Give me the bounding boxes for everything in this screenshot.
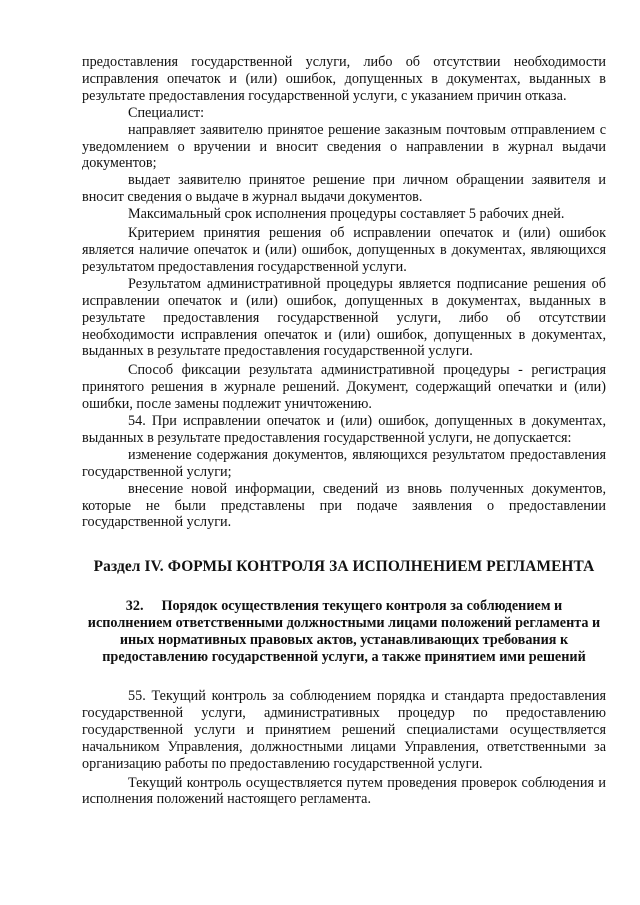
paragraph-continuation: предоставления государственной услуги, либо об отсутствии необходимости исправления опечаток и (или) ошибок, допущенных в документах, выданных в результате предоставления государственной услуги, с указанием причин отказа.: [82, 54, 606, 104]
section-heading: Раздел IV. ФОРМЫ КОНТРОЛЯ ЗА ИСПОЛНЕНИЕМ РЕГЛАМЕНТА: [93, 558, 595, 576]
paragraph-decision-criterion: Критерием принятия решения об исправлении опечаток и (или) ошибок является наличие опечаток и (или) ошибок, допущенных в документах, являющихся результатом предоставления государственной услуги.: [82, 225, 606, 275]
paragraph-procedure-result: Результатом административной процедуры является подписание решения об исправлении опечаток и (или) ошибок, допущенных в документах, выданных в результате предоставления государственной услуги, либо об отсутствии необходимости исправления опечаток и (или) ошибок, допущенных в документах, выданных в результате предоставления государственной услуги.: [82, 275, 606, 360]
paragraph-max-term: Максимальный срок исполнения процедуры составляет 5 рабочих дней.: [128, 206, 565, 223]
paragraph-item-54: 54. При исправлении опечаток и (или) ошибок, допущенных в документах, выданных в результате предоставления государственной услуги, не допускается:: [82, 413, 606, 446]
subsection-title: Порядок осуществления текущего контроля за соблюдением и исполнением ответственными должностными лицами положений регламента и иных нормативных правовых актов, устанавливающих требования к предоставлению государственной услуги, а также принятием ими решений: [87, 598, 601, 666]
paragraph-content-change: изменение содержания документов, являющихся результатом предоставления государственной услуги;: [82, 446, 606, 480]
paragraph-issue-in-person: выдает заявителю принятое решение при личном обращении заявителя и вносит сведения о выдаче в журнал выдачи документов.: [82, 172, 606, 206]
subsection-number: 32.: [125, 598, 144, 615]
paragraph-current-control: Текущий контроль осуществляется путем проведения проверок соблюдения и исполнения положений настоящего регламента.: [82, 774, 606, 808]
paragraph-new-information: внесение новой информации, сведений из вновь полученных документов, которые не были представлены при подаче заявления о предоставлении государственной услуги.: [82, 480, 606, 531]
subsection-heading: [82, 598, 606, 666]
paragraph-specialist-label: Специалист:: [128, 104, 205, 121]
paragraph-fixation-method: Способ фиксации результата административной процедуры - регистрация принятого решения в журнале решений. Документ, содержащий опечатки и (или) ошибки, после замены подлежит уничтожению.: [82, 362, 606, 413]
paragraph-send-by-mail: направляет заявителю принятое решение заказным почтовым отправлением с уведомлением о вручении и вносит сведения о направлении в журнал выдачи документов;: [82, 121, 606, 172]
paragraph-item-55: 55. Текущий контроль за соблюдением порядка и стандарта предоставления государственной услуги, административных процедур по предоставлению государственной услуги и принятием решений специалистами осуществляется начальником Управления, должностными лицами Управления, ответственными за организацию работы по предоставлению государственной услуги.: [82, 688, 606, 772]
